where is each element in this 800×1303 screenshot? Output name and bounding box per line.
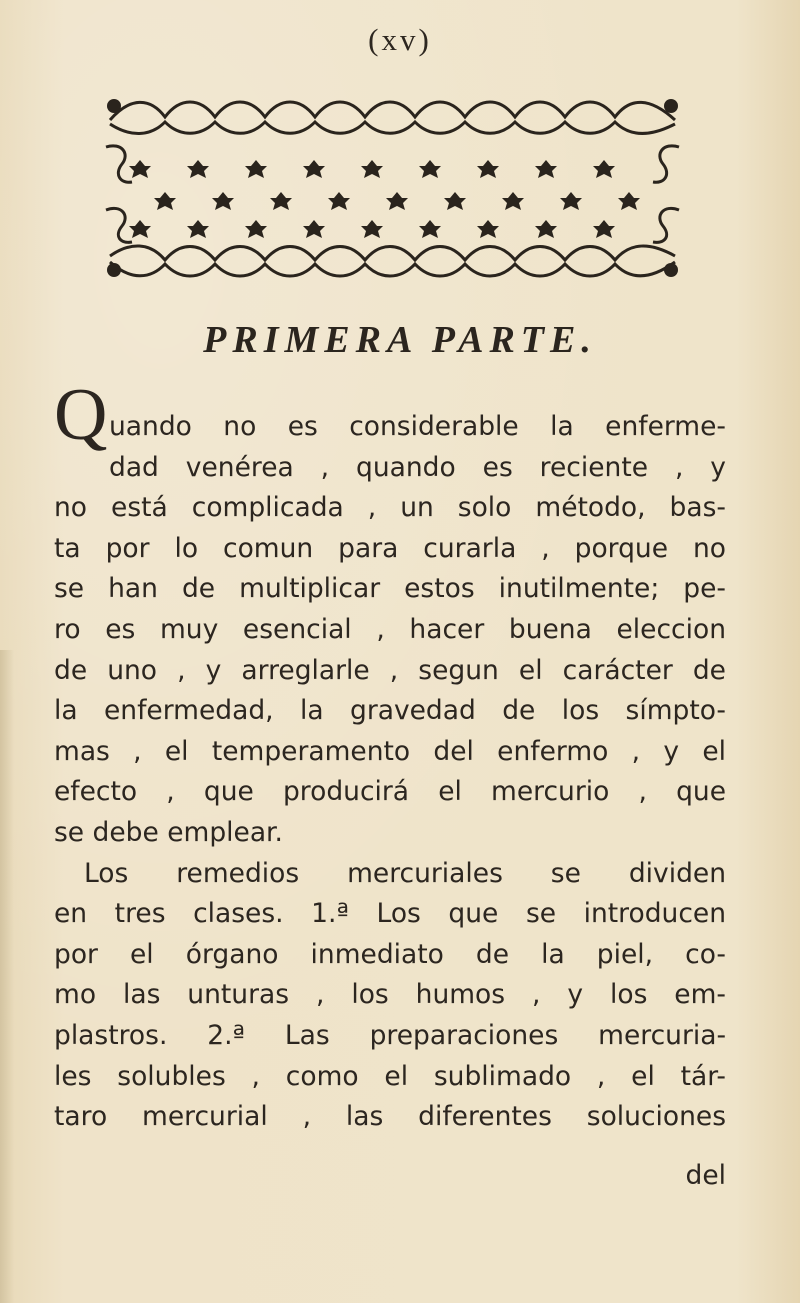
text-line: ro es muy esencial , hacer buena eleccion	[54, 613, 726, 645]
text-line: mo las unturas , los humos , y los em-	[54, 979, 726, 1011]
page-number: (xv)	[368, 22, 432, 57]
drop-cap: Q	[54, 374, 108, 456]
section-title: PRIMERA PARTE.	[203, 319, 597, 361]
catchword: del	[685, 1160, 726, 1191]
text-line: dad venérea , quando es reciente , y	[109, 451, 726, 483]
text-line: ta por lo comun para curarla , porque no	[54, 532, 726, 564]
text-line: plastros. 2.ª Las preparaciones mercuria-	[54, 1019, 726, 1051]
text-line: por el órgano inmediato de la piel, co-	[54, 938, 726, 970]
text-line: se han de multiplicar estos inutilmente; pe-	[54, 573, 726, 605]
page-edge-shadow	[0, 650, 14, 1303]
text-line: Los remedios mercuriales se dividen	[84, 857, 726, 889]
text-line: les solubles , como el sublimado , el tár-	[54, 1060, 726, 1092]
text-line: de uno , y arreglarle , segun el carácter de	[54, 654, 726, 686]
text-line: mas , el temperamento del enfermo , y el	[54, 735, 726, 767]
body-text	[54, 407, 726, 1138]
text-line: uando no es considerable la enferme-	[109, 411, 726, 442]
text-line: en tres clases. 1.ª Los que se introducen	[54, 898, 726, 930]
text-line: se debe emplear.	[54, 816, 283, 848]
text-line: la enfermedad, la gravedad de los símpto-	[54, 695, 726, 727]
text-line: no está complicada , un solo método, bas-	[54, 492, 726, 524]
text-line: efecto , que producirá el mercurio , que	[54, 776, 726, 808]
text-line: taro mercurial , las diferentes soluciones	[54, 1101, 726, 1133]
decorative-fleuron-band-icon	[100, 92, 685, 284]
